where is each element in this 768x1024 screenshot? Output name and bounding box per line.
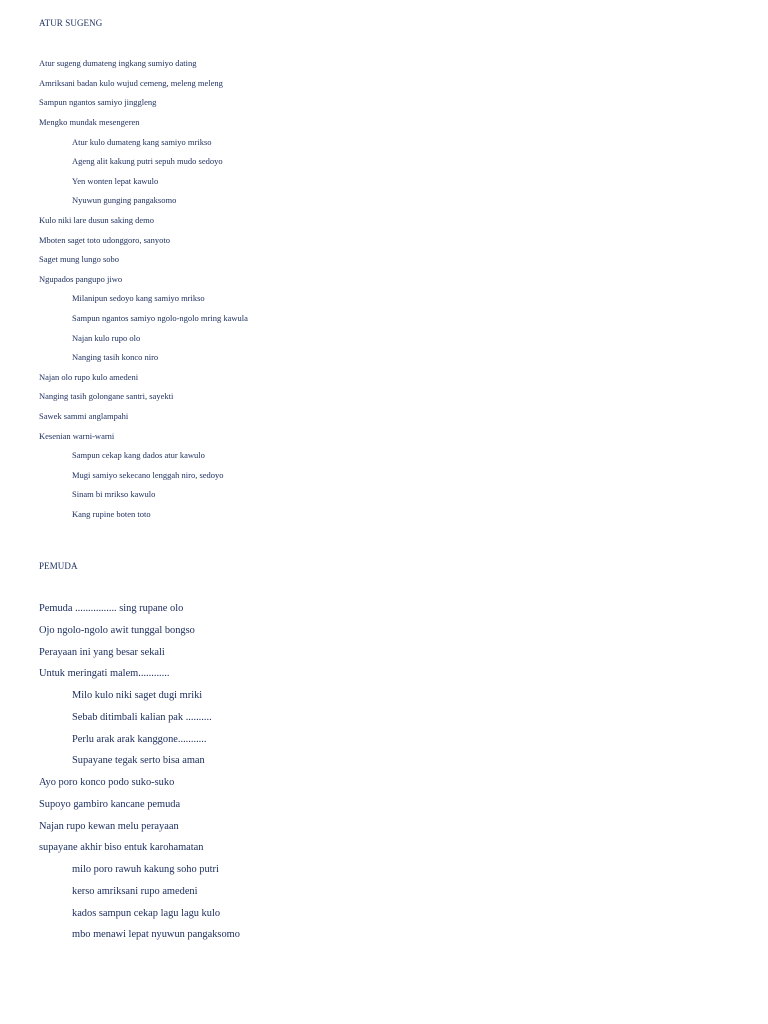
poem-line: Nyuwun gunging pangaksomo: [72, 195, 177, 205]
poem-line: Atur sugeng dumateng ingkang sumiyo dating: [39, 58, 197, 68]
poem-line: Kulo niki lare dusun saking demo: [39, 215, 154, 225]
poem-line: supayane akhir biso entuk karohamatan: [39, 842, 204, 853]
poem-line: Supayane tegak serto bisa aman: [72, 755, 205, 766]
poem-line: Mugi samiyo sekecano lenggah niro, sedoyo: [72, 470, 224, 480]
poem-line: mbo menawi lepat nyuwun pangaksomo: [72, 929, 240, 940]
poem-line: Ageng alit kakung putri sepuh mudo sedoyo: [72, 156, 223, 166]
poem-line: Sinam bi mrikso kawulo: [72, 489, 156, 499]
poem-line: Perlu arak arak kanggone...........: [72, 734, 207, 745]
poem-line: Milanipun sedoyo kang samiyo mrikso: [72, 293, 205, 303]
poem-line: kerso amriksani rupo amedeni: [72, 886, 198, 897]
poem-line: Najan rupo kewan melu perayaan: [39, 821, 179, 832]
poem-line: kados sampun cekap lagu lagu kulo: [72, 908, 221, 919]
poem-line: Najan kulo rupo olo: [72, 333, 141, 343]
poem-line: Kang rupine boten toto: [72, 509, 151, 519]
poem-line: Mengko mundak mesengeren: [39, 117, 140, 127]
poem-line: Milo kulo niki saget dugi mriki: [72, 690, 203, 701]
poem-line: Sampun ngantos samiyo ngolo-ngolo mring kawula: [72, 313, 248, 323]
poem-line: Kesenian warni-warni: [39, 431, 115, 441]
poem-line: Supoyo gambiro kancane pemuda: [39, 799, 181, 810]
poem-line: Amriksani badan kulo wujud cemeng, meleng meleng: [39, 78, 223, 88]
poem-line: Sampun ngantos samiyo jinggleng: [39, 97, 157, 107]
poem-line: Nanging tasih golongane santri, sayekti: [39, 391, 174, 401]
poem-line: Atur kulo dumateng kang samiyo mrikso: [72, 137, 212, 147]
poem-line: milo poro rawuh kakung soho putri: [72, 864, 219, 875]
poem-line: Mboten saget toto udonggoro, sanyoto: [39, 235, 171, 245]
poem-line: Sawek sammi anglampahi: [39, 411, 129, 421]
poem-line: Sebab ditimbali kalian pak ..........: [72, 712, 212, 723]
poem-line: Ojo ngolo-ngolo awit tunggal bongso: [39, 625, 195, 636]
section-title-atur-sugeng: ATUR SUGENG: [39, 18, 103, 28]
poem-line: Ngupados pangupo jiwo: [39, 274, 123, 284]
section-title-pemuda: PEMUDA: [39, 561, 78, 571]
poem-line: Sampun cekap kang dados atur kawulo: [72, 450, 205, 460]
poem-line: Perayaan ini yang besar sekali: [39, 647, 165, 658]
poem-line: Ayo poro konco podo suko-suko: [39, 777, 175, 788]
poem-line: Untuk meringati malem............: [39, 668, 170, 679]
poem-line: Saget mung lungo sobo: [39, 254, 120, 264]
poem-line: Pemuda ................ sing rupane olo: [39, 603, 184, 614]
poem-line: Yen wonten lepat kawulo: [72, 176, 159, 186]
poem-line: Najan olo rupo kulo amedeni: [39, 372, 139, 382]
poem-line: Nanging tasih konco niro: [72, 352, 159, 362]
